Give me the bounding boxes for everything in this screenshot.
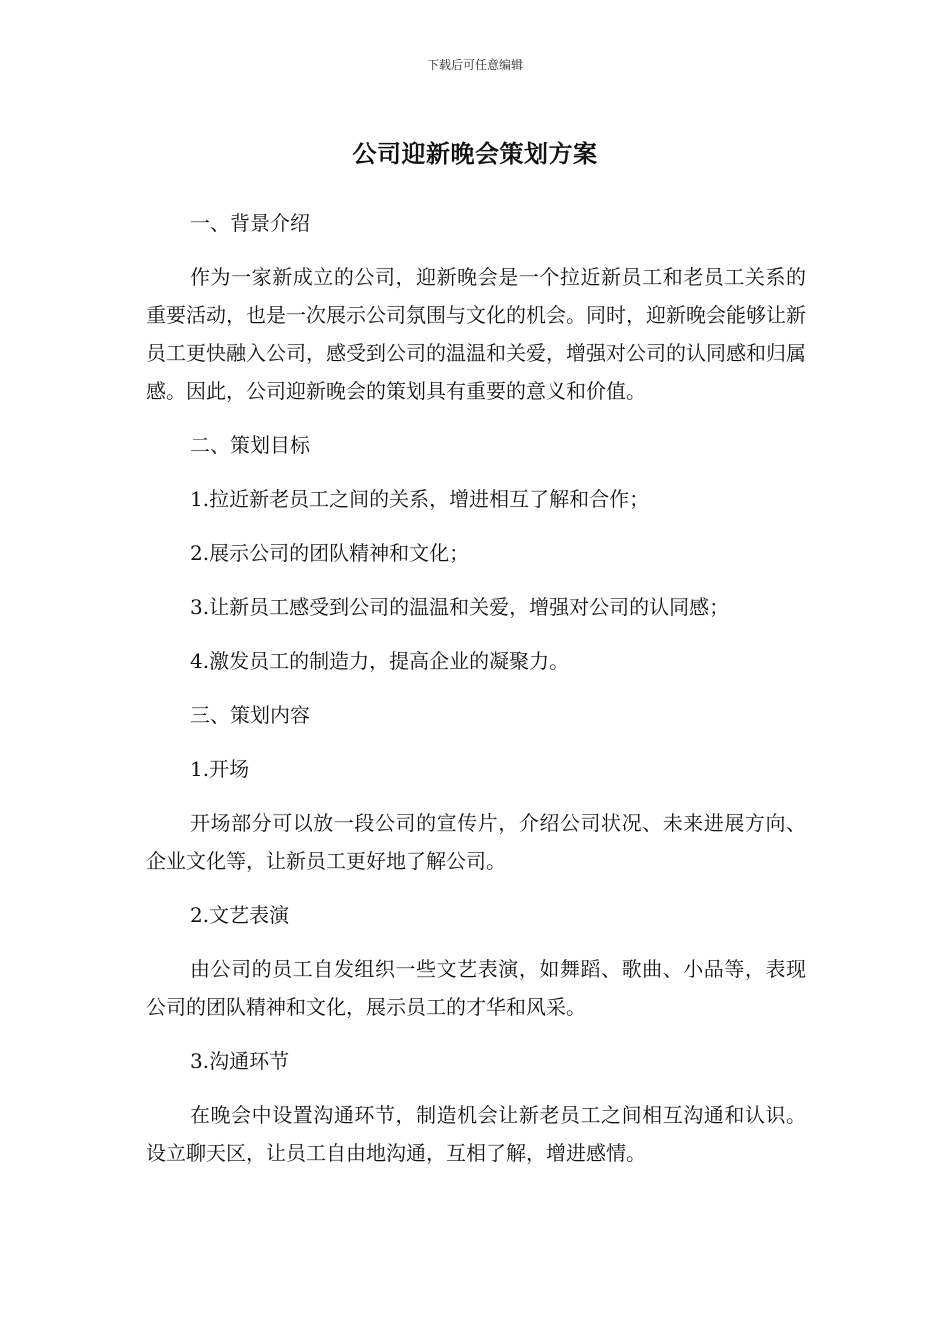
goal-item-1: 1.拉近新老员工之间的关系，增进相互了解和合作；	[190, 487, 650, 511]
goal-item-3: 3.让新员工感受到公司的温温和关爱，增强对公司的认同感；	[190, 595, 730, 619]
paragraph-performance: 由公司的员工自发组织一些文艺表演，如舞蹈、歌曲、小品等，表现公司的团队精神和文化，展示员工的才华和风采。	[146, 957, 806, 1019]
paragraph-opening: 开场部分可以放一段公司的宣传片，介绍公司状况、未来进展方向、企业文化等，让新员工更好地了解公司。	[146, 811, 806, 873]
section-heading-goals: 二、策划目标	[190, 433, 310, 457]
document-title: 公司迎新晚会策划方案	[352, 140, 598, 168]
document-body	[146, 204, 806, 1188]
page-header-note: 下载后可任意编辑	[426, 58, 523, 72]
content-subheading-opening: 1.开场	[190, 757, 250, 781]
section-heading-content: 三、策划内容	[190, 703, 310, 727]
content-subheading-communication: 3.沟通环节	[190, 1049, 290, 1073]
section-heading-background: 一、背景介绍	[190, 211, 310, 235]
paragraph-communication: 在晚会中设置沟通环节，制造机会让新老员工之间相互沟通和认识。设立聊天区，让员工自由地沟通，互相了解，增进感情。	[146, 1103, 806, 1165]
content-subheading-performance: 2.文艺表演	[190, 903, 290, 927]
paragraph-background: 作为一家新成立的公司，迎新晚会是一个拉近新员工和老员工关系的重要活动，也是一次展示公司氛围与文化的机会。同时，迎新晚会能够让新员工更快融入公司，感受到公司的温温和关爱，增强对公司的认同感和归属感。因此，公司迎新晚会的策划具有重要的意义和价值。	[146, 265, 806, 403]
goal-item-4: 4.激发员工的制造力，提高企业的凝聚力。	[190, 649, 570, 673]
goal-item-2: 2.展示公司的团队精神和文化；	[190, 541, 470, 565]
